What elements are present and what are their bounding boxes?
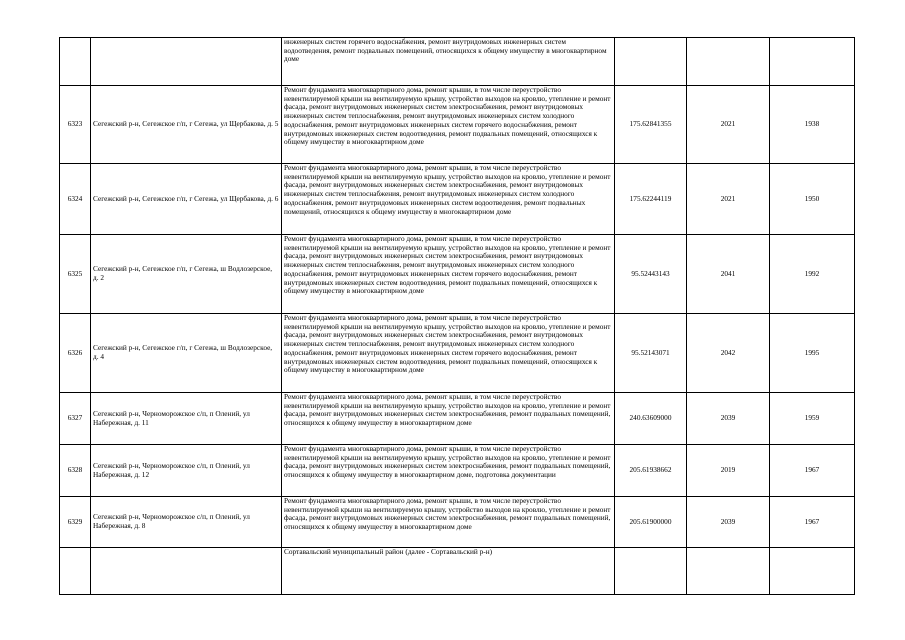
cell-work: инженерных систем горячего водоснабжения, ремонт внутридомовых инженерных систем водоотведения, ремонт подвальных помещений, относящихся к общему имуществу в многоквартирном доме xyxy=(282,38,615,86)
cell-address: Сегежский р-н, Сегежское г/п, г Сегежа, ул Щербакова, д. 5 xyxy=(91,86,282,164)
table-row xyxy=(60,393,855,445)
cell-year: 2021 xyxy=(687,164,770,235)
cell-address: Сегежский р-н, Черноморожское с/п, п Олений, ул Набережная, д. 12 xyxy=(91,445,282,497)
cell-built: 1995 xyxy=(770,314,855,393)
cell-cost: 175.62244119 xyxy=(615,164,687,235)
table-row xyxy=(60,497,855,548)
cell-work: Ремонт фундамента многоквартирного дома, ремонт крыши, в том числе переустройство невентилируемой крыши на вентилируемую крышу, устройство выходов на кровлю, утепление и ремонт фасада, ремонт внутридомовых инженерных систем электроснабжения, ремонт подвальных помещений, относящихся к общему имуществу в многоквартирном доме, подготовка документации xyxy=(282,445,615,497)
cell-cost: 205.61938662 xyxy=(615,445,687,497)
cell-built: 1967 xyxy=(770,445,855,497)
cell-address: Сегежский р-н, Черноморожское с/п, п Олений, ул Набережная, д. 11 xyxy=(91,393,282,445)
cell-work: Ремонт фундамента многоквартирного дома, ремонт крыши, в том числе переустройство невентилируемой крыши на вентилируемую крышу, устройство выходов на кровлю, утепление и ремонт фасада, ремонт внутридомовых инженерных систем электроснабжения, ремонт подвальных помещений, относящихся к общему имуществу в многоквартирном доме xyxy=(282,393,615,445)
cell-num: 6325 xyxy=(60,235,91,314)
table-body xyxy=(60,38,855,595)
empty-cell xyxy=(770,548,855,595)
cell-built: 1967 xyxy=(770,497,855,548)
empty-cell xyxy=(687,548,770,595)
cell-cost: 95.52443143 xyxy=(615,235,687,314)
cell-cost: 95.52143071 xyxy=(615,314,687,393)
cell-year: 2019 xyxy=(687,445,770,497)
table-row xyxy=(60,86,855,164)
cell-num: 6324 xyxy=(60,164,91,235)
cell-work: Ремонт фундамента многоквартирного дома, ремонт крыши, в том числе переустройство невентилируемой крыши на вентилируемую крышу, устройство выходов на кровлю, утепление и ремонт фасада, ремонт внутридомовых инженерных систем электроснабжения, ремонт внутридомовых инженерных систем теплоснабжения, ремонт внутридомовых инженерных систем холодного водоснабжения, ремонт внутридомовых инженерных систем горячего водоснабжения, ремонт внутридомовых инженерных систем водоотведения, ремонт подвальных помещений, относящихся к общему имуществу в многоквартирном доме xyxy=(282,86,615,164)
cell-address: Сегежский р-н, Сегежское г/п, г Сегежа, ш Водлозерское, д. 2 xyxy=(91,235,282,314)
table-row xyxy=(60,38,855,86)
empty-cell xyxy=(91,548,282,595)
table-row xyxy=(60,164,855,235)
cell-cost: 240.63609000 xyxy=(615,393,687,445)
capital-repair-table xyxy=(59,37,855,595)
cell-built: 1992 xyxy=(770,235,855,314)
cell-num: 6326 xyxy=(60,314,91,393)
cell-year: 2039 xyxy=(687,393,770,445)
cell-built: 1950 xyxy=(770,164,855,235)
cell-built: 1959 xyxy=(770,393,855,445)
empty-cell xyxy=(60,548,91,595)
table-row xyxy=(60,235,855,314)
cell-num: 6327 xyxy=(60,393,91,445)
cell-built: 1938 xyxy=(770,86,855,164)
cell-address: Сегежский р-н, Сегежское г/п, г Сегежа, ш Водлозерское, д. 4 xyxy=(91,314,282,393)
table-row xyxy=(60,314,855,393)
cell-num xyxy=(60,38,91,86)
cell-num: 6329 xyxy=(60,497,91,548)
empty-cell xyxy=(615,548,687,595)
cell-year: 2041 xyxy=(687,235,770,314)
section-row xyxy=(60,548,855,595)
cell-work: Ремонт фундамента многоквартирного дома, ремонт крыши, в том числе переустройство невентилируемой крыши на вентилируемую крышу, устройство выходов на кровлю, утепление и ремонт фасада, ремонт внутридомовых инженерных систем электроснабжения, ремонт внутридомовых инженерных систем теплоснабжения, ремонт внутридомовых инженерных систем холодного водоснабжения, ремонт внутридомовых инженерных систем горячего водоснабжения, ремонт внутридомовых инженерных систем водоотведения, ремонт подвальных помещений, относящихся к общему имуществу в многоквартирном доме xyxy=(282,314,615,393)
cell-built xyxy=(770,38,855,86)
cell-cost: 175.62841355 xyxy=(615,86,687,164)
table-row xyxy=(60,445,855,497)
cell-year: 2021 xyxy=(687,86,770,164)
section-title: Сортавальский муниципальный район (далее - Сортавальский р-н) xyxy=(282,548,615,595)
cell-num: 6328 xyxy=(60,445,91,497)
cell-cost: 205.61900000 xyxy=(615,497,687,548)
cell-cost xyxy=(615,38,687,86)
cell-work: Ремонт фундамента многоквартирного дома, ремонт крыши, в том числе переустройство невентилируемой крыши на вентилируемую крышу, устройство выходов на кровлю, утепление и ремонт фасада, ремонт внутридомовых инженерных систем электроснабжения, ремонт внутридомовых инженерных систем теплоснабжения, ремонт внутридомовых инженерных систем холодного водоснабжения, ремонт внутридомовых инженерных систем водоотведения, ремонт подвальных помещений, относящихся к общему имуществу в многоквартирном доме xyxy=(282,164,615,235)
cell-work: Ремонт фундамента многоквартирного дома, ремонт крыши, в том числе переустройство невентилируемой крыши на вентилируемую крышу, устройство выходов на кровлю, утепление и ремонт фасада, ремонт внутридомовых инженерных систем электроснабжения, ремонт подвальных помещений, относящихся к общему имуществу в многоквартирном доме xyxy=(282,497,615,548)
cell-address: Сегежский р-н, Сегежское г/п, г Сегежа, ул Щербакова, д. 6 xyxy=(91,164,282,235)
cell-address: Сегежский р-н, Черноморожское с/п, п Олений, ул Набережная, д. 8 xyxy=(91,497,282,548)
cell-year: 2039 xyxy=(687,497,770,548)
cell-year xyxy=(687,38,770,86)
cell-work: Ремонт фундамента многоквартирного дома, ремонт крыши, в том числе переустройство невентилируемой крыши на вентилируемую крышу, устройство выходов на кровлю, утепление и ремонт фасада, ремонт внутридомовых инженерных систем электроснабжения, ремонт внутридомовых инженерных систем теплоснабжения, ремонт внутридомовых инженерных систем холодного водоснабжения, ремонт внутридомовых инженерных систем горячего водоснабжения, ремонт внутридомовых инженерных систем водоотведения, ремонт подвальных помещений, относящихся к общему имуществу в многоквартирном доме xyxy=(282,235,615,314)
cell-num: 6323 xyxy=(60,86,91,164)
cell-year: 2042 xyxy=(687,314,770,393)
cell-address xyxy=(91,38,282,86)
